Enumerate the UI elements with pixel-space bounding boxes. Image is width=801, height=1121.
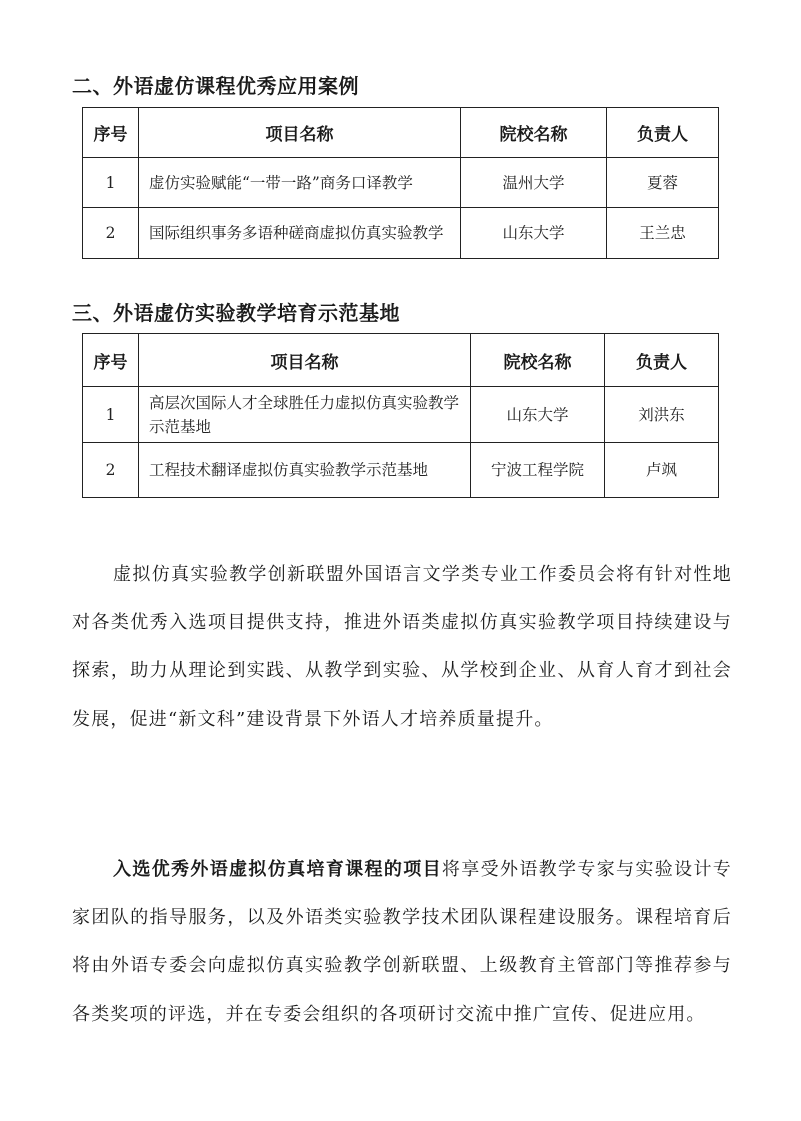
- row-school: 温州大学: [461, 158, 607, 208]
- section2-heading: 二、外语虚仿课程优秀应用案例: [72, 74, 359, 98]
- row-lead: 卢飒: [605, 443, 719, 498]
- table-row: [83, 387, 719, 443]
- table-header-row: [83, 334, 719, 387]
- column-header-lead: 负责人: [605, 334, 719, 387]
- row-school: 宁波工程学院: [471, 443, 605, 498]
- column-header-no: 序号: [83, 108, 139, 158]
- row-school: 山东大学: [471, 387, 605, 443]
- section2-table: [82, 107, 719, 259]
- row-lead: 王兰忠: [607, 208, 719, 259]
- column-header-lead: 负责人: [607, 108, 719, 158]
- row-school: 山东大学: [461, 208, 607, 259]
- column-header-no: 序号: [83, 334, 139, 387]
- table-row: [83, 443, 719, 498]
- section3-heading: 三、外语虚仿实验教学培育示范基地: [72, 301, 400, 325]
- benefits-paragraph: [72, 846, 732, 1039]
- table-header-row: [83, 108, 719, 158]
- row-project-name: 虚仿实验赋能“一带一路”商务口译教学: [139, 158, 461, 208]
- row-no: 1: [83, 158, 139, 208]
- row-no: 2: [83, 208, 139, 259]
- column-header-name: 项目名称: [139, 108, 461, 158]
- bold-lead-text: 入选优秀外语虚拟仿真培育课程的项目: [113, 859, 442, 880]
- row-project-name: 工程技术翻译虚拟仿真实验教学示范基地: [139, 443, 471, 498]
- row-no: 1: [83, 387, 139, 443]
- column-header-school: 院校名称: [461, 108, 607, 158]
- row-lead: 刘洪东: [605, 387, 719, 443]
- section3-table: [82, 333, 719, 498]
- row-lead: 夏蓉: [607, 158, 719, 208]
- paragraph-text: 将享受外语教学专家与实验设计专家团队的指导服务，以及外语类实验教学技术团队课程建设服务。课程培育后将由外语专委会向虚拟仿真实验教学创新联盟、上级教育主管部门等推荐参与各类奖项的评选，并在专委会组织的各项研讨交流中推广宣传、促进应用。: [72, 859, 732, 1025]
- column-header-school: 院校名称: [471, 334, 605, 387]
- table-row: [83, 158, 719, 208]
- table-row: [83, 208, 719, 259]
- row-project-name: 高层次国际人才全球胜任力虚拟仿真实验教学示范基地: [139, 387, 471, 443]
- column-header-name: 项目名称: [139, 334, 471, 387]
- support-paragraph: 虚拟仿真实验教学创新联盟外国语言文学类专业工作委员会将有针对性地对各类优秀入选项目提供支持，推进外语类虚拟仿真实验教学项目持续建设与探索，助力从理论到实践、从教学到实验、从学校到企业、从育人育才到社会发展，促进“新文科”建设背景下外语人才培养质量提升。: [72, 564, 732, 730]
- row-project-name: 国际组织事务多语种磋商虚拟仿真实验教学: [139, 208, 461, 259]
- row-no: 2: [83, 443, 139, 498]
